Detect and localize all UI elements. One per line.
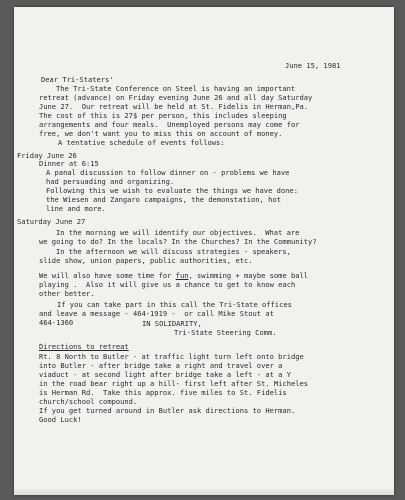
directions-line: in the road bear right up a hill- first left after St. Micheles: [39, 379, 309, 388]
directions-line: church/school compound.: [39, 397, 138, 406]
fun-line: playing . Also it will give us a chance to get to know each: [39, 280, 296, 289]
friday-line: had persuading and organizing.: [46, 177, 175, 186]
fun-underlined-word: fun: [175, 271, 189, 280]
intro-line: The cost of this is 27$ per person, this includes sleeping: [39, 111, 287, 120]
friday-heading: Friday June 26: [17, 151, 77, 160]
directions-line: Good Luck!: [39, 415, 82, 424]
directions-line: If you get turned around in Butler ask directions to Herman.: [39, 406, 296, 415]
intro-line: The Tri-State Conference on Steel is having an important: [56, 84, 296, 93]
friday-line: the Wiesen and Zangaro campaigns, the demonstation, hot: [46, 195, 281, 204]
intro-line: free, we don't want you to miss this on account of money.: [39, 129, 283, 138]
fun-line: [39, 272, 308, 280]
saturday-line: In the morning we will identify our objectives. What are: [56, 228, 300, 237]
directions-line: is Herman Rd. Take this approx. five miles to St. Fidelis: [39, 388, 287, 397]
contact-line: If you can take part in this call the Tri-State offices: [57, 300, 292, 309]
friday-line: A panal discussion to follow dinner on - problems we have: [46, 168, 290, 177]
friday-line: Following this we wish to evaluate the things we have done:: [46, 186, 298, 195]
intro-line: arrangements and four meals. Unemployed persons may come for: [39, 120, 300, 129]
intro-line: retreat (advance) on Friday evening June 26 and all day Saturday: [39, 93, 313, 102]
directions-line: Rt. 8 North to Butler - at traffic light turn left onto bridge: [39, 352, 304, 361]
directions-line: into Butler - after bridge take a right and travel over a: [39, 361, 283, 370]
saturday-line: we going to do? In the locals? In the Churches? In the Community?: [39, 237, 317, 246]
saturday-heading: Saturday June 27: [17, 217, 86, 226]
directions-line: viaduct - at second light after bridge take a left - at a Y: [39, 370, 291, 379]
directions-heading: Directions to retreat: [39, 342, 129, 351]
saturday-line: In the afternoon we will discuss strategies - speakers,: [56, 247, 291, 256]
fun-line: other better.: [39, 289, 95, 298]
saturday-line: slide show, union papers, public authorities, etc.: [39, 256, 253, 265]
intro-line: June 27. Our retreat will be held at St. Fidelis in Herman,Pa.: [39, 102, 309, 111]
fun-text: , swimming + maybe some ball: [188, 271, 309, 280]
contact-line: and leave a message - 464-1919 - or call Mike Stout at: [39, 309, 274, 318]
closing: IN SOLIDARITY,: [142, 319, 202, 328]
signature: Tri-State Steering Comm.: [174, 328, 277, 337]
letter-page: [14, 7, 394, 495]
letter-date: June 15, 1981: [285, 61, 341, 70]
salutation: Dear Tri-Staters': [41, 75, 114, 84]
friday-line: line and more.: [46, 204, 106, 213]
contact-line: 464-1360: [39, 318, 74, 327]
page-bottom-edge: [14, 489, 394, 495]
friday-dinner-time: Dinner at 6:15: [39, 159, 99, 168]
intro-line: A tentative schedule of events follows:: [58, 138, 225, 147]
fun-text: We will also have some time for: [39, 271, 176, 280]
